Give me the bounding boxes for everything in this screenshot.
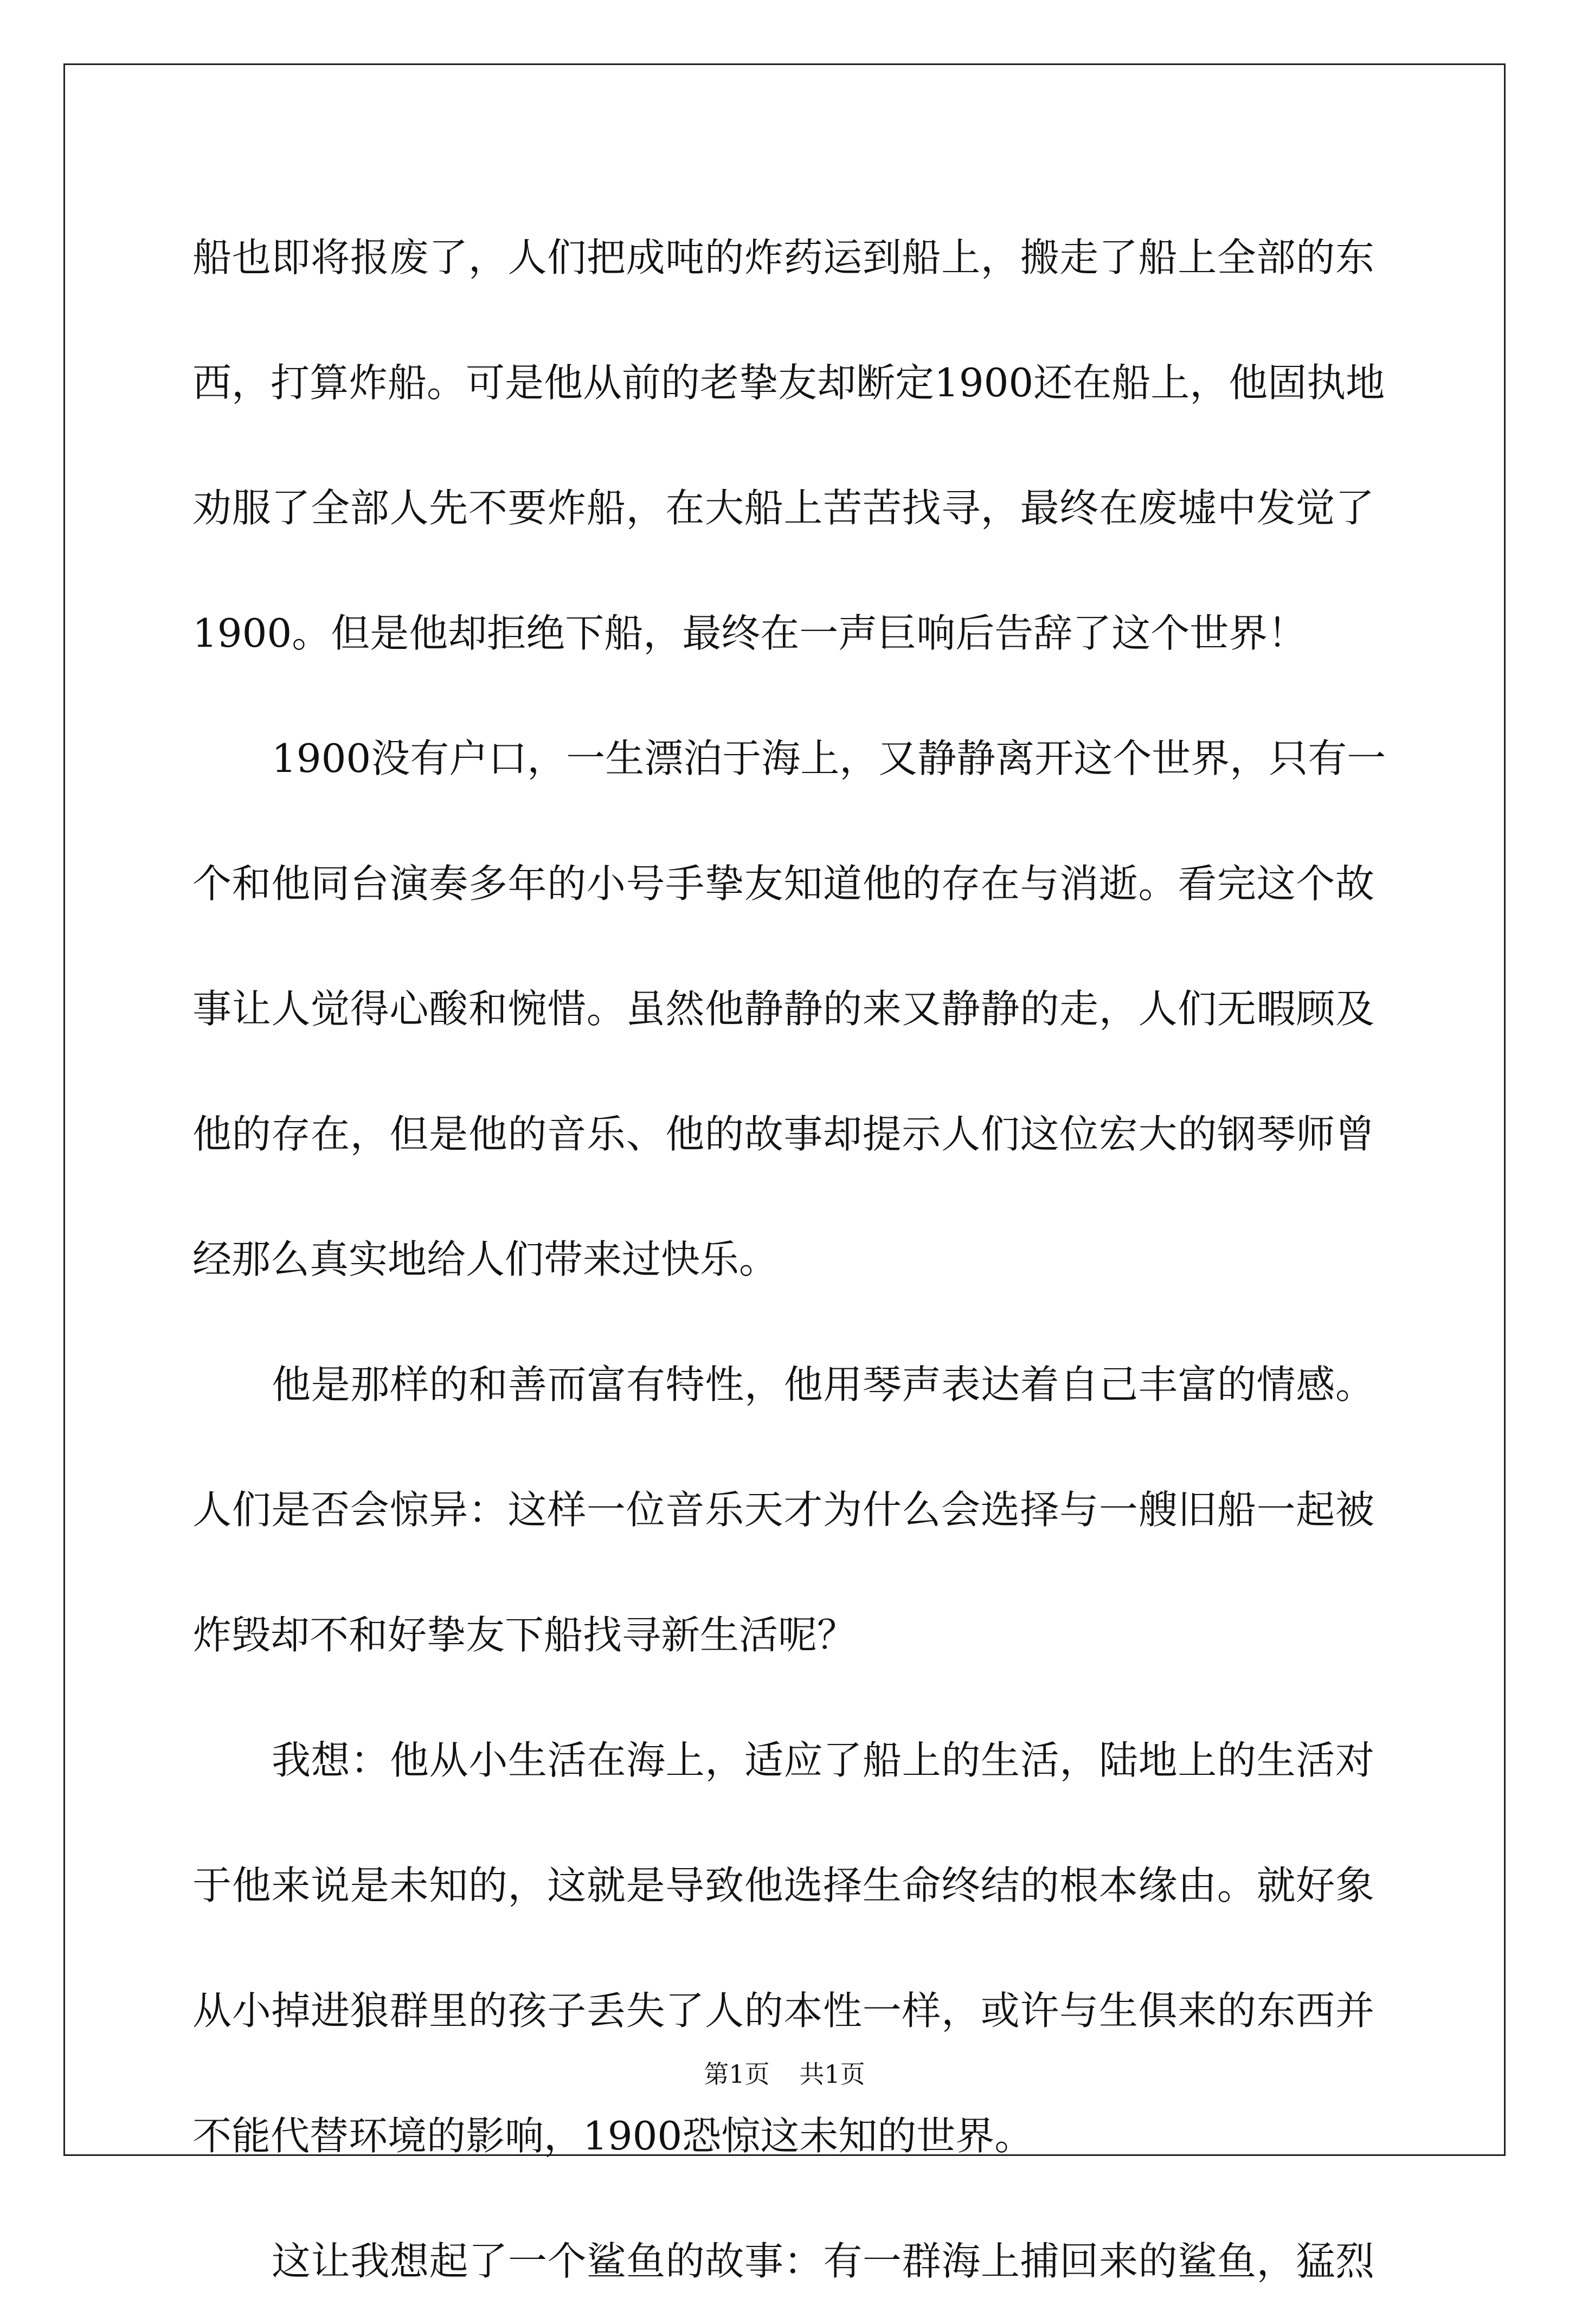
text-line: 他的存在，但是他的音乐、他的故事却提示人们这位宏大的钢琴师曾 xyxy=(192,1111,1374,1157)
text-line: 从小掉进狼群里的孩子丢失了人的本性一样，或许与生俱来的东西并 xyxy=(192,1988,1374,2033)
text-line: 劝服了全部人先不要炸船，在大船上苦苦找寻，最终在废墟中发觉了 xyxy=(192,485,1374,531)
text-line: 经那么真实地给人们带来过快乐。 xyxy=(192,1237,779,1282)
text-line: 个和他同台演奏多年的小号手挚友知道他的存在与消逝。看完这个故 xyxy=(192,861,1374,906)
text-line: 1900没有户口，一生漂泊于海上，又静静离开这个世界，只有一 xyxy=(272,736,1386,781)
document-body xyxy=(192,195,1386,2324)
page-total: 共1页 xyxy=(799,2059,865,2089)
text-line: 人们是否会惊异：这样一位音乐天才为什么会选择与一艘旧船一起被 xyxy=(192,1487,1374,1533)
text-line: 1900。但是他却拒绝下船，最终在一声巨响后告辞了这个世界！ xyxy=(192,610,1307,656)
page-number: 第1页 xyxy=(704,2059,770,2089)
text-line: 西，打算炸船。可是他从前的老挚友却断定1900还在船上，他固执地 xyxy=(192,360,1385,405)
text-line: 我想：他从小生活在海上，适应了船上的生活，陆地上的生活对 xyxy=(272,1737,1374,1783)
text-line: 不能代替环境的影响，1900恐惊这未知的世界。 xyxy=(192,2113,1034,2159)
text-line: 炸毁却不和好挚友下船找寻新生活呢？ xyxy=(192,1612,857,1658)
text-line: 他是那样的和善而富有特性，他用琴声表达着自己丰富的情感。 xyxy=(272,1362,1374,1407)
text-line: 事让人觉得心酸和惋惜。虽然他静静的来又静静的走，人们无暇顾及 xyxy=(192,986,1374,1032)
text-line: 船也即将报废了，人们把成吨的炸药运到船上，搬走了船上全部的东 xyxy=(192,235,1374,280)
page-footer xyxy=(0,2055,1569,2090)
text-line: 于他来说是未知的，这就是导致他选择生命终结的根本缘由。就好象 xyxy=(192,1863,1374,1908)
text-line: 这让我想起了一个鲨鱼的故事：有一群海上捕回来的鲨鱼，猛烈 xyxy=(272,2238,1374,2284)
